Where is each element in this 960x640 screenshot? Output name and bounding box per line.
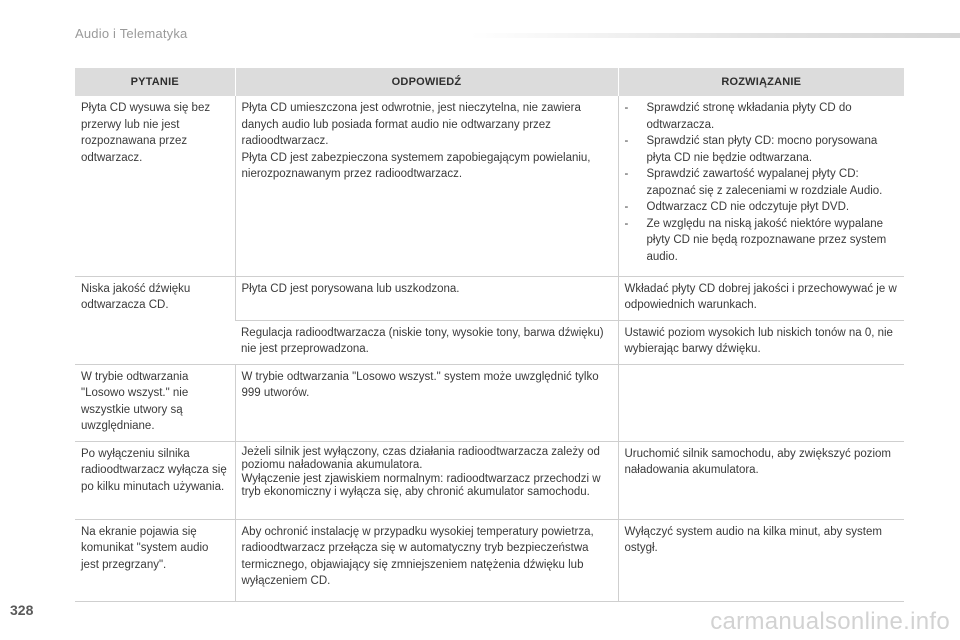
section-title: Audio i Telematyka xyxy=(75,26,188,41)
answer-cell xyxy=(235,441,618,519)
solution-cell: Wkładać płyty CD dobrej jakości i przechowywać je w odpowiednich warunkach. xyxy=(618,276,904,320)
question-cell: Na ekranie pojawia się komunikat "system audio jest przegrzany". xyxy=(75,519,235,601)
troubleshooting-table xyxy=(75,68,904,602)
solution-bullet: - Sprawdzić stronę wkładania płyty CD do odtwarzacza. xyxy=(624,102,852,131)
solution-cell: Ustawić poziom wysokich lub niskich tonów na 0, nie wybierając barwy dźwięku. xyxy=(618,320,904,364)
column-header-question: PYTANIE xyxy=(75,68,235,96)
page-number: 328 xyxy=(10,602,34,618)
answer-paragraph: Płyta CD jest zabezpieczona systemem zapobiegającym powielaniu, nierozpoznawanym przez radioodtwarzacz. xyxy=(241,151,591,180)
solution-cell xyxy=(618,364,904,441)
solution-bullet: - Sprawdzić zawartość wypalanej płyty CD: zapoznać się z zaleceniami w rozdziale Audio. xyxy=(624,168,883,197)
solution-cell xyxy=(618,96,904,276)
answer-cell: W trybie odtwarzania "Losowo wszyst." system może uwzględnić tylko 999 utworów. xyxy=(235,364,618,441)
solution-cell: Wyłączyć system audio na kilka minut, aby system ostygł. xyxy=(618,519,904,601)
answer-cell: Regulacja radioodtwarzacza (niskie tony, wysokie tony, barwa dźwięku) nie jest przeprowadzona. xyxy=(235,320,618,364)
table-row xyxy=(75,276,904,320)
answer-cell: Płyta CD jest porysowana lub uszkodzona. xyxy=(235,276,618,320)
solution-bullet: - Sprawdzić stan płyty CD: mocno porysowana płyta CD nie będzie odtwarzana. xyxy=(624,135,878,164)
table-row xyxy=(75,441,904,519)
table-row xyxy=(75,519,904,601)
answer-cell xyxy=(235,96,618,276)
column-header-solution: ROZWIĄZANIE xyxy=(618,68,904,96)
table-row xyxy=(75,96,904,276)
column-header-answer: ODPOWIEDŹ xyxy=(235,68,618,96)
question-cell: W trybie odtwarzania "Losowo wszyst." nie wszystkie utwory są uwzględniane. xyxy=(75,364,235,441)
answer-cell: Aby ochronić instalację w przypadku wysokiej temperatury powietrza, radioodtwarzacz przełącza się w automatyczny tryb bezpieczeństwa termicznego, objawiający się zmniejszeniem natężenia dźwięku lub wyłączeniem CD. xyxy=(235,519,618,601)
question-cell: Niska jakość dźwięku odtwarzacza CD. xyxy=(75,276,235,364)
question-cell: Po wyłączeniu silnika radioodtwarzacz wyłącza się po kilku minutach używania. xyxy=(75,441,235,519)
table-header-row xyxy=(75,68,904,96)
watermark: carmanualsonline.info xyxy=(710,608,950,635)
solution-bullet: - Odtwarzacz CD nie odczytuje płyt DVD. xyxy=(624,201,850,213)
header-divider xyxy=(470,33,960,38)
solution-bullet: - Ze względu na niską jakość niektóre wypalane płyty CD nie będą rozpoznawane przez system audio. xyxy=(624,217,887,263)
question-cell: Płyta CD wysuwa się bez przerwy lub nie jest rozpoznawana przez odtwarzacz. xyxy=(75,96,235,276)
solution-cell: Uruchomić silnik samochodu, aby zwiększyć poziom naładowania akumulatora. xyxy=(618,441,904,519)
answer-paragraph: Płyta CD umieszczona jest odwrotnie, jest nieczytelna, nie zawiera danych audio lub posiada format audio nie odtwarzany przez radioodtwarzacz. xyxy=(241,102,581,147)
answer-paragraph: Wyłączenie jest zjawiskiem normalnym: radioodtwarzacz przechodzi w tryb ekonomiczny i wyłącza się, aby chronić akumulator samochodu. xyxy=(241,472,601,498)
answer-paragraph: Jeżeli silnik jest wyłączony, czas działania radioodtwarzacza zależy od poziomu naładowania akumulatora. xyxy=(241,445,600,471)
table-row xyxy=(75,364,904,441)
